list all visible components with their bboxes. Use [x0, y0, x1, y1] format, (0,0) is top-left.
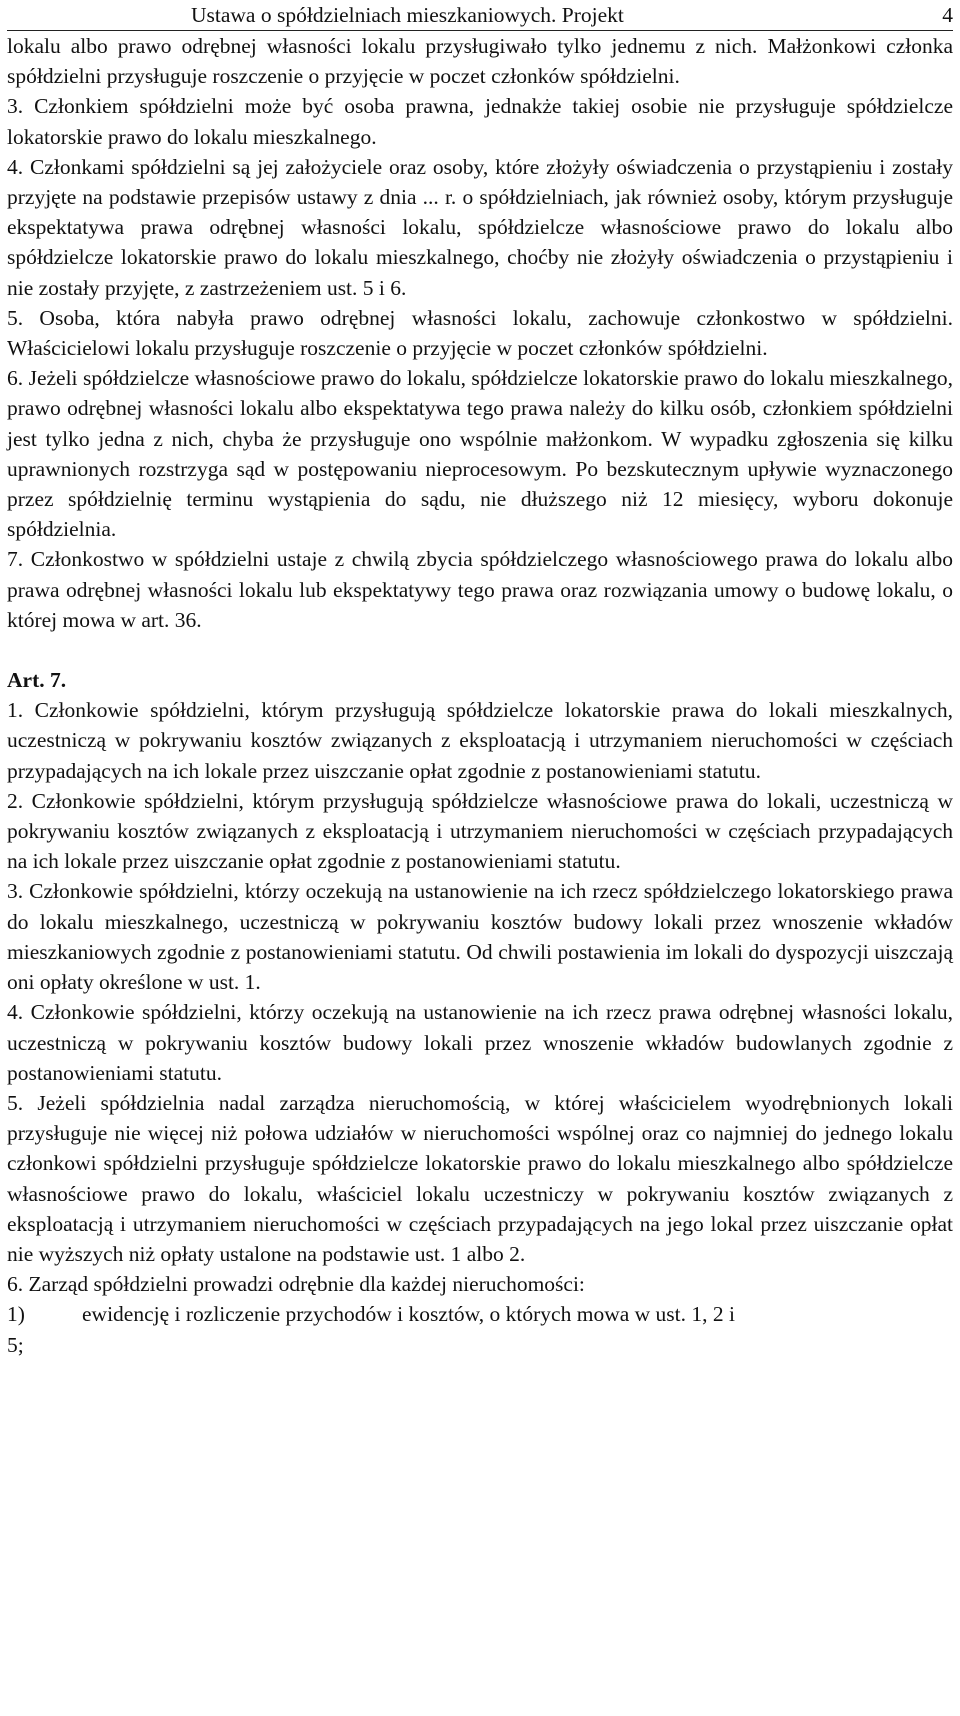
page-number: 4 — [942, 3, 953, 27]
enumerated-item-continuation: 5; — [7, 1332, 24, 1357]
article-paragraph-6: 6. Zarząd spółdzielni prowadzi odrębnie dla każdej nieruchomości: — [7, 1272, 585, 1297]
header-title: Ustawa o spółdzielniach mieszkaniowych. Projekt — [191, 3, 624, 27]
article-paragraph-3: 3. Członkowie spółdzielni, którzy oczekują na ustanowienie na ich rzecz spółdzielczego lokatorskiego prawa do lokalu mieszkalnego, uczestniczą w pokrywaniu kosztów budowy lokali przez wnoszenie wkładów mieszkaniowych zgodnie z postanowieniami statutu. Od chwili postawienia im lokali do dyspozycji uiszczają oni opłaty określone w ust. 1. — [7, 879, 953, 995]
enumerated-item-text: ewidencję i rozliczenie przychodów i kosztów, o których mowa w ust. 1, 2 i — [82, 1302, 735, 1327]
page-header — [7, 0, 953, 31]
paragraph-7: 7. Członkostwo w spółdzielni ustaje z chwilą zbycia spółdzielczego własnościowego prawa do lokalu albo prawa odrębnej własności lokalu lub ekspektatywy tego prawa oraz rozwiązania umowy o budowę lokalu, o której mowa w art. 36. — [7, 547, 953, 632]
paragraph-continuation: lokalu albo prawo odrębnej własności lokalu przysługiwało tylko jednemu z nich. Małżonkowi członka spółdzielni przysługuje roszczenie o przyjęcie w poczet członków spółdzielni. — [7, 34, 953, 89]
paragraph-6: 6. Jeżeli spółdzielcze własnościowe prawo do lokalu, spółdzielcze lokatorskie prawo do lokalu mieszkalnego, prawo odrębnej własności lokalu albo ekspektatywa tego prawa należy do kilku osób, członkiem spółdzielni jest tylko jedna z nich, chyba że przysługuje ono wspólnie małżonkom. W wypadku zgłoszenia się kilku uprawnionych rozstrzyga sąd w postępowaniu nieprocesowym. Po bezskutecznym upływie wyznaczonego przez spółdzielnię terminu wystąpienia do sądu, nie dłuższego niż 12 miesięcy, wyboru dokonuje spółdzielnia. — [7, 366, 953, 542]
enumerated-item-number: 1) — [7, 1302, 25, 1327]
document-page — [7, 0, 953, 1360]
article-paragraph-5: 5. Jeżeli spółdzielnia nadal zarządza nieruchomością, w której właścicielem wyodrębnionych lokali przysługuje nie więcej niż połowa udziałów w nieruchomości wspólnej oraz co najmniej do jednego lokalu członkowi spółdzielni przysługuje spółdzielcze lokatorskie prawo do lokalu mieszkalnego albo spółdzielcze własnościowe prawo do lokalu, właściciel lokalu uczestniczy w pokrywaniu kosztów związanych z eksploatacją i utrzymaniem nieruchomości w częściach przypadających na jego lokal przez uiszczanie opłat nie wyższych niż opłaty ustalone na podstawie ust. 1 albo 2. — [7, 1090, 953, 1266]
article-paragraph-1: 1. Członkowie spółdzielni, którym przysługują spółdzielcze lokatorskie prawa do lokali mieszkalnych, uczestniczą w pokrywaniu kosztów związanych z eksploatacją i utrzymaniem nieruchomości w częściach przypadających na ich lokale przez uiszczanie opłat zgodnie z postanowieniami statutu. — [7, 698, 953, 783]
paragraph-5: 5. Osoba, która nabyła prawo odrębnej własności lokalu, zachowuje członkostwo w spółdzielni. Właścicielowi lokalu przysługuje roszczenie o przyjęcie w poczet członków spółdzielni. — [7, 305, 953, 361]
enumerated-item — [7, 1299, 953, 1329]
article-paragraph-2: 2. Członkowie spółdzielni, którym przysługują spółdzielcze własnościowe prawa do lokali, uczestniczą w pokrywaniu kosztów związanych z eksploatacją i utrzymaniem nieruchomości w częściach przypadających na ich lokale przez uiszczanie opłat zgodnie z postanowieniami statutu. — [7, 788, 953, 874]
article-heading: Art. 7. — [7, 668, 67, 693]
paragraph-4: 4. Członkami spółdzielni są jej założyciele oraz osoby, które złożyły oświadczenia o przystąpieniu i zostały przyjęte na podstawie przepisów ustawy z dnia ... r. o spółdzielniach, jak również osoby, którym przysługuje ekspektatywa prawa odrębnej własności lokalu, spółdzielcze własnościowe prawo do lokalu albo spółdzielcze lokatorskie prawo do lokalu mieszkalnego, choćby nie złożyły oświadczenia o przystąpieniu i nie zostały przyjęte, z zastrzeżeniem ust. 5 i 6. — [7, 154, 953, 300]
article-paragraph-4: 4. Członkowie spółdzielni, którzy oczekują na ustanowienie na ich rzecz prawa odrębnej własności lokalu, uczestniczą w pokrywaniu kosztów budowy lokali przez wnoszenie wkładów budowlanych zgodnie z postanowieniami statutu. — [7, 1000, 953, 1085]
paragraph-3: 3. Członkiem spółdzielni może być osoba prawna, jednakże takiej osobie nie przysługuje spółdzielcze lokatorskie prawo do lokalu mieszkalnego. — [7, 94, 953, 149]
